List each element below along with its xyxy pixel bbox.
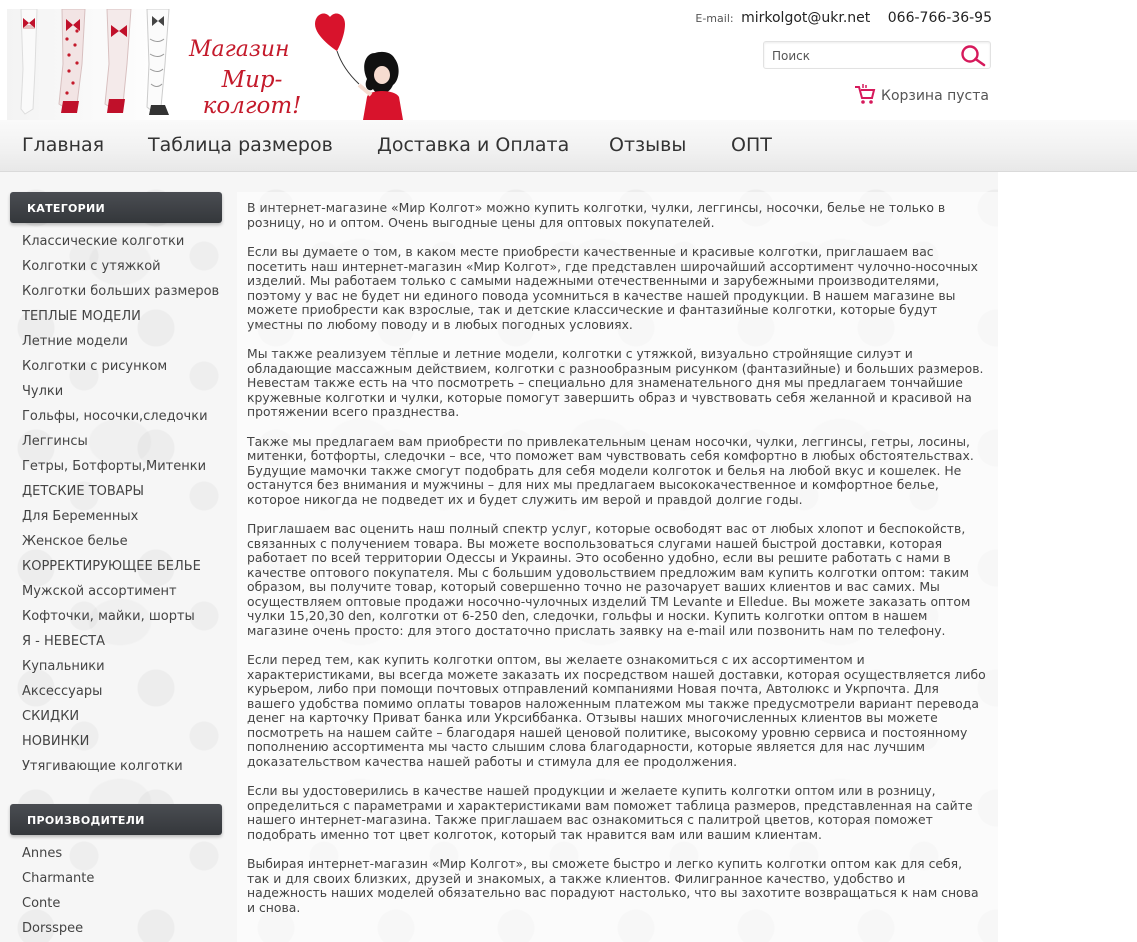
search-box (763, 41, 991, 69)
brands-heading: ПРОИЗВОДИТЕЛИ (10, 804, 222, 835)
nav-home[interactable]: Главная (22, 134, 105, 156)
category-item[interactable]: Мужской ассортимент (22, 584, 177, 599)
brand-item[interactable]: Charmante (22, 871, 95, 886)
brand-item[interactable]: Annes (22, 846, 63, 861)
category-item[interactable]: СКИДКИ (22, 709, 80, 724)
category-item[interactable]: Я - НЕВЕСТА (22, 634, 106, 649)
category-item[interactable]: ДЕТСКИЕ ТОВАРЫ (22, 484, 144, 499)
category-item[interactable]: Колготки с утяжкой (22, 259, 161, 274)
brand-item[interactable]: Dorsspee (22, 921, 84, 936)
sidebar (10, 192, 222, 942)
category-item[interactable]: Утягивающие колготки (22, 759, 183, 774)
cart-icon (854, 84, 876, 106)
category-item[interactable]: Чулки (22, 384, 64, 399)
category-item[interactable]: Леггинсы (22, 434, 88, 449)
email-label: E-mail: (695, 12, 734, 25)
nav-size-chart[interactable]: Таблица размеров (148, 134, 333, 156)
site-header (0, 0, 1137, 120)
categories-list (10, 234, 222, 784)
categories-heading: КАТЕГОРИИ (10, 192, 222, 223)
content-paragraph: Выбирая интернет-магазин «Мир Колгот», вы сможете быстро и легко купить колготки оптом как для себя, так и для своих близких, друзей и знакомых, а также клиентов. Филигранное качество, удобство и надежность наших моделей обязательно вас порадуют настолько, что вы захотите возвращаться к нам снова и снова. (247, 856, 979, 915)
category-item[interactable]: Купальники (22, 659, 105, 674)
search-button[interactable] (958, 43, 988, 69)
content-paragraph: Приглашаем вас оценить наш полный спектр услуг, которые освободят вас от любых хлопот и беспокойств, связанных с получением товара. Вы можете воспользоваться слугами нашей быстрой доставки, которая работает по всей территории Одессы и Украины. Это особенно удобно, если вы решите работать с нами в качестве оптового покупателя. Мы с большим удовольствием предложим вам купить колготки оптом: таким образом, вы получите товар, который совершенно точно не разочарует ваших клиентов и вас самих. Мы осуществляем оптовые продажи носочно-чулочных изделий ТМ Levante и Elledue. Вы можете заказать оптом чулки 15,20,30 den, колготки от 6-250 den, следочки, гольфы и носки. Купить колготки оптом в нашем магазине очень просто: для этого достаточно прислать заявку на e-mail или позвонить нам по телефону. (247, 521, 971, 638)
category-item[interactable]: ТЕПЛЫЕ МОДЕЛИ (22, 309, 141, 324)
category-item[interactable]: Колготки с рисунком (22, 359, 168, 374)
category-item[interactable]: НОВИНКИ (22, 734, 90, 749)
search-input[interactable] (772, 47, 952, 65)
content-paragraph: Если перед тем, как купить колготки оптом, вы желаете ознакомиться с их ассортиментом и характеристиками, вы всегда можете заказать их посредством нашей доставки, которая осуществляется либо курьером, либо при помощи почтовых отправлений компаниями Новая почта, Автолюкс и Укрпочта. Для вашего удобства помимо оплаты товаров наложенным платежом мы также предусмотрели вариант перевода денег на карточку Приват банка или Укрсиббанка. Отзывы наших многочисленных клиентов вы можете посмотреть на нашем сайте – благодаря нашей ценовой политике, высокому уровню сервиса и постоянному пополнению ассортимента мы часто слышим слова благодарности, которые является для нас лучшим доказательством качества нашей работы и стимула для ее продолжения. (247, 652, 986, 769)
site-logo[interactable] (7, 9, 407, 120)
category-item[interactable]: Колготки больших размеров (22, 284, 220, 299)
category-item[interactable]: Гольфы, носочки,следочки (22, 409, 208, 424)
brands-list (10, 846, 222, 942)
phone-number[interactable]: 066-766-36-95 (887, 10, 992, 26)
content-paragraph: Если вы удостоверились в качестве нашей продукции и желаете купить колготки оптом или в розницу, определиться с параметрами и характеристиками вам поможет таблица размеров, представленная на сайте нашего интернет-магазина. Также приглашаем вас ознакомиться с палитрой цветов, которая поможет подобрать именно тот цвет колготок, который так нравится вам или вашим клиентам. (247, 783, 973, 842)
category-item[interactable]: Кофточки, майки, шорты (22, 609, 195, 624)
main-nav (0, 120, 1137, 172)
cart-status: Корзина пуста (881, 88, 989, 104)
category-item[interactable]: Гетры, Ботфорты,Митенки (22, 459, 207, 474)
brand-item[interactable]: Conte (22, 896, 61, 911)
category-item[interactable]: Летние модели (22, 334, 128, 349)
email-link[interactable]: mirkolgot@ukr.net (741, 10, 871, 26)
category-item[interactable]: Классические колготки (22, 234, 185, 249)
main-content (237, 192, 998, 942)
nav-delivery-payment[interactable]: Доставка и Оплата (377, 134, 570, 156)
contact-info (695, 10, 992, 30)
nav-reviews[interactable]: Отзывы (609, 134, 687, 156)
category-item[interactable]: Для Беременных (22, 509, 139, 524)
logo-text-line1: Магазин (189, 37, 290, 62)
content-paragraph: Мы также реализуем тёплые и летние модели, колготки с утяжкой, визуально стройнящие силуэт и обладающие массажным действием, колготки с разнообразным рисунком (фантазийные) и больших размеров. Невестам также есть на что посмотреть – специально для знаменательного дня мы предлагаем тончайшие кружевные колготки и чулки, которые помогут завершить образ и чувствовать себя желанной и красивой на протяжении всего празднества. (247, 346, 984, 419)
content-paragraph: В интернет-магазине «Мир Колгот» можно купить колготки, чулки, леггинсы, носочки, белье не только в розницу, но и оптом. Очень выгодные цены для оптовых покупателей. (247, 200, 946, 230)
content-paragraph: Также мы предлагаем вам приобрести по привлекательным ценам носочки, чулки, леггинсы, гетры, лосины, митенки, ботфорты, следочки – все, что поможет вам чувствовать себя комфортно в любых обстоятельствах. Будущие мамочки также смогут подобрать для себя модели колготок и белья на любой вкус и кошелек. Не останутся без внимания и мужчины – для них мы предлагаем высококачественное и комфортное белье, которое никогда не подведет их и будет служить им верой и правдой долгие годы. (247, 433, 974, 507)
content-paragraph: Если вы думаете о том, в каком месте приобрести качественные и красивые колготки, приглашаем вас посетить наш интернет-магазин «Мир Колгот», где представлен широчайший ассортимент чулочно-носочных изделий. Мы работаем только с самыми надежными отечественными и зарубежными производителями, поэтому у вас не будет ни единого повода усомниться в качестве нашей продукции. В нашем магазине вы можете приобрести как взрослые, так и детские классические и фантазийные колготки, которые будут уместны по любому поводу и в любых погодных условиях. (247, 244, 978, 332)
category-item[interactable]: Женское белье (22, 534, 128, 549)
search-icon (958, 43, 988, 69)
nav-wholesale[interactable]: ОПТ (731, 134, 772, 156)
category-item[interactable]: Аксессуары (22, 684, 103, 699)
logo-text-line2: Мир-колгот! (202, 67, 302, 119)
category-item[interactable]: КОРРЕКТИРУЮЩЕЕ БЕЛЬЕ (22, 559, 201, 574)
